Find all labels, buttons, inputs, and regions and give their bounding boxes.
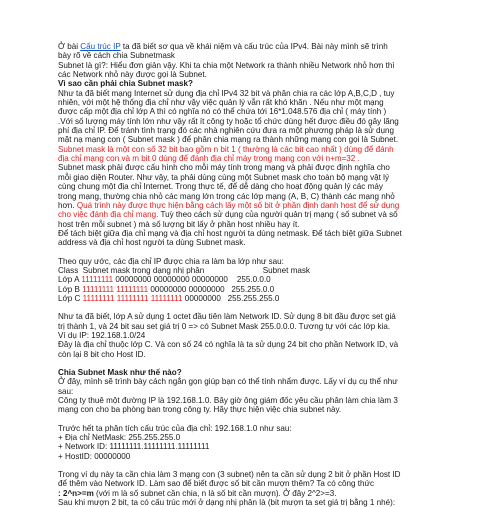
para1-line: phí địa chỉ IP. Để tránh tình trạng đó các nhà nghiên cứu đưa ra một phương pháp là sử dụng <box>58 126 394 136</box>
class-rest: 00000000 00000000 255.255.0.0 <box>148 284 275 294</box>
red-definition-line: Subnet mask là một con số 32 bit bao gồm n bit 1 ( thường là các bit cao nhất ) dùng để đánh <box>58 144 394 154</box>
intro-line-4: các Network nhỏ này được gọi là Subnet. <box>58 70 207 80</box>
analysis-line: + Network ID: 11111111.11111111.11111111 <box>58 442 210 452</box>
red-highlight: cho việc đánh địa chỉ mạng. <box>58 210 159 220</box>
closing-line: Sau khi mượn 2 bit, ta có cấu trúc mới ở dạng nhị phân là (bit mượn ta set giá trị bằng 1 nhé): <box>58 498 396 507</box>
para2-text: hơn. <box>58 200 77 210</box>
spacer <box>58 248 439 257</box>
class-bits: 11111111 11111111 11111111 <box>82 293 183 303</box>
para1-line: nhiên, với một hệ thống địa chỉ như vậy việc quản lý vẫn rất khó khăn . Nếu như một mạng <box>58 98 384 108</box>
closing-line: Trong ví dụ này ta cần chia làm 3 mạng con (3 subnet) nên ta cần sử dụng 2 bit ở phần Host ID <box>58 470 401 480</box>
intro-line-2: bày rõ về cách chia Subnetmask <box>58 51 175 61</box>
how-line: Công ty thuê một đường IP là 192.168.1.0. Bây giờ ông giám đốc yêu cầu phân làm chia làm 3 <box>58 396 398 406</box>
formula-line <box>58 489 439 498</box>
formula: : 2^n>=m <box>58 488 94 498</box>
analysis-line: + HostID: 00000000 <box>58 451 131 461</box>
classes-intro: Theo quy ước, các địa chỉ IP được chia ra làm ba lớp như sau: <box>58 256 284 266</box>
analysis-intro: Trước hết ta phân tích cấu trúc của địa chỉ: 192.168.1.0 như sau: <box>58 423 292 433</box>
para1-line: Như ta đã biết mạng Internet sử dụng địa chỉ IPv4 32 bit và phân chia ra các lớp A,B,C,D , tuy <box>58 88 395 98</box>
spacer <box>58 461 439 470</box>
formula-explain: (với m là số subnet cần chia, n là số bit cần mượn). Ở đây 2^2>=3. <box>93 488 337 498</box>
classes-header: Class Subnet mask trong dạng nhị phân Subnet mask <box>58 265 310 275</box>
para1-line: .Với số lượng máy tính lớn như vậy rất ít công ty hoặc tổ chức dùng hết được điều đó gây lãng <box>58 116 399 126</box>
explain-line: còn lại 8 bit cho Host ID. <box>58 349 146 359</box>
para3-line: Để tách biệt giữa địa chỉ mạng và địa chỉ host người ta dùng netmask. Để tách biệt giữa Subnet <box>58 228 402 238</box>
para2-line-mixed <box>58 210 439 219</box>
class-label: Lớp A <box>58 275 82 285</box>
class-row-c <box>58 294 439 303</box>
explain-line: trị thành 1, và 24 bit sau set giá trị 0 => có Subnet Mask 255.0.0.0. Tương tự với các lớp kia. <box>58 321 391 331</box>
closing-line: để thêm vào Network ID. Làm sao để biết được số bit cần mượn thêm? Ta có công thức <box>58 479 374 489</box>
class-label: Lớp B <box>58 284 83 294</box>
red-highlight: Quá trình này được thực hiện bằng cách lấy một số bit ở phần định danh host để sử dụng <box>76 200 400 210</box>
class-bits: 11111111 <box>81 275 114 285</box>
section-heading-how-to-subnet: Chia Subnet Mask như thế nào? <box>58 368 182 377</box>
how-line: mạng con cho ba phòng ban trong công ty. Hãy thực hiện việc chia subnet này. <box>58 405 342 415</box>
para1-line: được cấp một địa chỉ lớp A thì có nghĩa nó có thể chứa tới 16*1.048.576 địa chỉ ( máy tính ) <box>58 107 387 117</box>
how-line: Ở đây, mình sẽ trình bày cách ngắn gọn giúp bạn có thể tính nhẩm được. Lấy ví dụ cụ thể như <box>58 377 398 387</box>
section-heading-why-subnet: Vì sao cần phải chia Subnet mask? <box>58 79 193 89</box>
class-bits: 11111111 11111111 <box>82 284 149 294</box>
class-label: Lớp C <box>58 293 83 303</box>
cau-truc-ip-link[interactable]: Cấu trúc IP <box>80 42 121 51</box>
para3-line: host trên mỗi subnet ) mà số lượng bit lấy ở phần host nhiều hay ít. <box>58 219 300 229</box>
class-rest: 00000000 255.255.255.0 <box>182 293 280 303</box>
intro-line-1 <box>58 42 439 51</box>
para2-line: trong mạng, thường chia nhỏ các mạng lớn trong các lớp mạng (A, B, C) thành các mạng nhỏ <box>58 191 395 201</box>
explain-line: Đây là địa chỉ thuộc lớp C. Và con số 24 có nghĩa là ta sử dụng 24 bit cho phần Network ID, và <box>58 340 399 350</box>
red-definition-line: địa chỉ mạng con và m bit 0 dùng để đánh địa chỉ máy trong mạng con với n+m=32 . <box>58 154 360 164</box>
para2-line: mỗi giao diện Router. Như vậy, ta phải dùng cùng một Subnet mask cho toàn bộ mạng vật lý <box>58 172 390 182</box>
intro-text: Ở bài <box>58 42 81 51</box>
para2-line: cùng chung một địa chỉ Internet. Trong thực tế, để dễ dàng cho hoạt động quản lý các máy <box>58 182 383 192</box>
para2-line-mixed <box>58 201 439 210</box>
analysis-line: + Địa chỉ NetMask: 255.255.255.0 <box>58 433 181 443</box>
intro-line-3: Subnet là gì?: Hiểu đơn giản vậy. Khi ta chia một Network ra thành nhiều Network nhỏ hơn thì <box>58 60 395 70</box>
para2-text: Tuỳ theo cách sử dụng của người quản trị mạng ( số subnet và số <box>158 210 398 220</box>
explain-line: Ví dụ IP: 192.168.1.0/24 <box>58 330 146 340</box>
class-row-a <box>58 275 439 284</box>
how-line: sau: <box>58 386 74 396</box>
class-rest: 00000000 00000000 00000000 255.0.0.0 <box>113 275 271 285</box>
explain-line: Như ta đã biết, lớp A sử dụng 1 octet đầu tiên làm Network ID. Sử dụng 8 bit đầu được set giá <box>58 312 396 322</box>
intro-text-cont: ta đã biết sơ qua về khái niệm và cấu trúc của IPv4. Bài này mình sẽ trình <box>120 42 388 51</box>
para3-line: address và địa chỉ host người ta dùng Subnet mask. <box>58 238 246 248</box>
class-row-b <box>58 285 439 294</box>
para2-line: Subnet mask phải được cấu hình cho mỗi máy tính trong mạng và phải được định nghĩa cho <box>58 163 390 173</box>
para1-line: mặt nạ mạng con ( Subnet mask ) để phân chia mạng ra thành những mạng con gọi là Subnet. <box>58 135 399 145</box>
spacer <box>58 303 439 312</box>
spacer <box>58 359 439 368</box>
spacer <box>58 415 439 424</box>
